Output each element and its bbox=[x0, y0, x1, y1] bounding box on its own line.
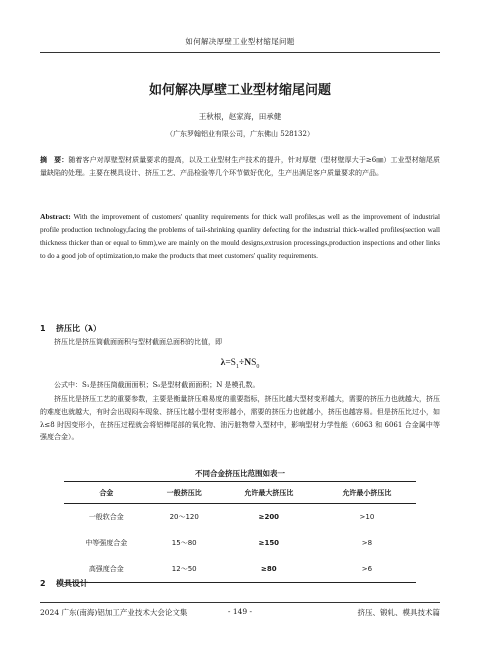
table-header-cell: 一般挤压比 bbox=[149, 482, 220, 504]
running-head: 如何解决厚壁工业型材缩尾问题 bbox=[185, 37, 295, 46]
table-cell: >8 bbox=[361, 539, 373, 547]
paragraph-2: 公式中：S₁是挤压筒截面面积；S₀是型材截面面积；N 是模孔数。 bbox=[54, 381, 260, 389]
abstract-en-text: With the improvement of customers' quanlity requirements for thick wall profiles,as well as the improvement of industrial profile production technology,facing the problems of tail-shrinking quanlity defecting for the industrial thick-walled profiles(section wall thickness thicker than or equal to 6mm),we are mainly on the mould designs,extrusion processings,production inspections and other links to do a good job of optimization,to make the products that meet customers' quality requirements. bbox=[40, 213, 440, 260]
table-header-cell: 合金 bbox=[64, 482, 149, 504]
paper-title: 如何解决厚壁工业型材缩尾问题 bbox=[148, 83, 331, 98]
table-cell: 一般软合金 bbox=[88, 513, 124, 521]
section-2-title: 模具设计 bbox=[56, 579, 88, 588]
footer-rule bbox=[40, 602, 440, 603]
paragraph-1: 挤压比是挤压筒截面面积与型材截面总面积的比值，即 bbox=[54, 338, 222, 346]
table-row bbox=[64, 530, 416, 556]
extrusion-ratio-formula bbox=[0, 358, 480, 370]
formula-sub0: 0 bbox=[256, 363, 260, 370]
authors: 王秋根，赵家海，田承健 bbox=[198, 112, 282, 121]
formula-lambda: λ bbox=[220, 358, 226, 368]
table-cell: 20～120 bbox=[169, 513, 199, 521]
table-header-cell: 允许最大挤压比 bbox=[220, 482, 318, 504]
table-cell: ≥80 bbox=[220, 556, 318, 583]
table-cell: >6 bbox=[318, 556, 416, 583]
section-1-number: 1 bbox=[40, 324, 46, 333]
table-header-row bbox=[64, 482, 416, 504]
formula-n: N bbox=[244, 358, 252, 368]
abstract-en-label: Abstract: bbox=[40, 212, 71, 221]
paragraph-3: 挤压比是挤压工艺的重要参数，主要是衡量挤压难易度的重要指标，挤压比越大型材变形越大，需要的挤压力也就越大，挤压的难度也就越大，有时会出现闷车现象、挤压比越小型材变形越小，需要的挤压力也就越小，挤压也越容易。但是挤压比过小，如 λ≤8 时因变形小，在挤压过程就会将铝棒尾部的氧化物、油污脏物带入型材中，影响型材力学性能（6063 和 6061 合金属中等强度合金）。 bbox=[40, 395, 440, 442]
formula-div: ÷ bbox=[238, 358, 245, 368]
table-title: 不同合金挤压比范围如表一 bbox=[195, 469, 285, 478]
table-cell: 12～50 bbox=[149, 556, 220, 583]
section-1-title: 挤压比（λ） bbox=[56, 324, 102, 333]
formula-sub1: 1 bbox=[235, 363, 239, 370]
page-number: - 149 - bbox=[227, 607, 253, 616]
table-row bbox=[64, 556, 416, 583]
table-cell: ≥200 bbox=[258, 513, 280, 521]
table-header-cell: 允许最小挤压比 bbox=[318, 482, 416, 504]
table-cell: 15～80 bbox=[171, 539, 197, 547]
table-cell: 中等强度合金 bbox=[85, 539, 128, 547]
abstract-cn-label: 摘 要： bbox=[40, 156, 69, 164]
section-2-number: 2 bbox=[40, 579, 46, 588]
abstract-en bbox=[40, 210, 440, 263]
header-rule bbox=[40, 52, 440, 53]
section-1-heading bbox=[40, 323, 101, 334]
abstract-cn-text: 随着客户对厚壁型材质量要求的提高，以及工业型材生产技术的提升，针对厚壁（型材壁厚大于≥6㎜）工业型材缩尾质量缺陷的处理。主要在模具设计、挤压工艺、产品检验等几个环节做好优化，生产出满足客户质量要求的产品。 bbox=[40, 156, 440, 177]
table-cell: ≥150 bbox=[258, 539, 280, 547]
formula-s: S bbox=[251, 358, 257, 368]
table-cell: 高强度合金 bbox=[64, 556, 149, 583]
abstract-cn bbox=[40, 154, 440, 180]
section-2-heading bbox=[40, 578, 88, 589]
formula-eq: =S bbox=[225, 358, 236, 368]
footer-section: 挤压、锻轧、模具技术篇 bbox=[357, 608, 440, 617]
affiliation: （广东罗翰铝业有限公司，广东佛山 528132） bbox=[166, 130, 314, 138]
table-cell: >10 bbox=[359, 513, 375, 521]
extrusion-ratio-table bbox=[64, 481, 416, 583]
footer-proceedings: 2024 广东(南海)铝加工产业技术大会论文集 bbox=[40, 608, 188, 617]
table-row bbox=[64, 504, 416, 531]
